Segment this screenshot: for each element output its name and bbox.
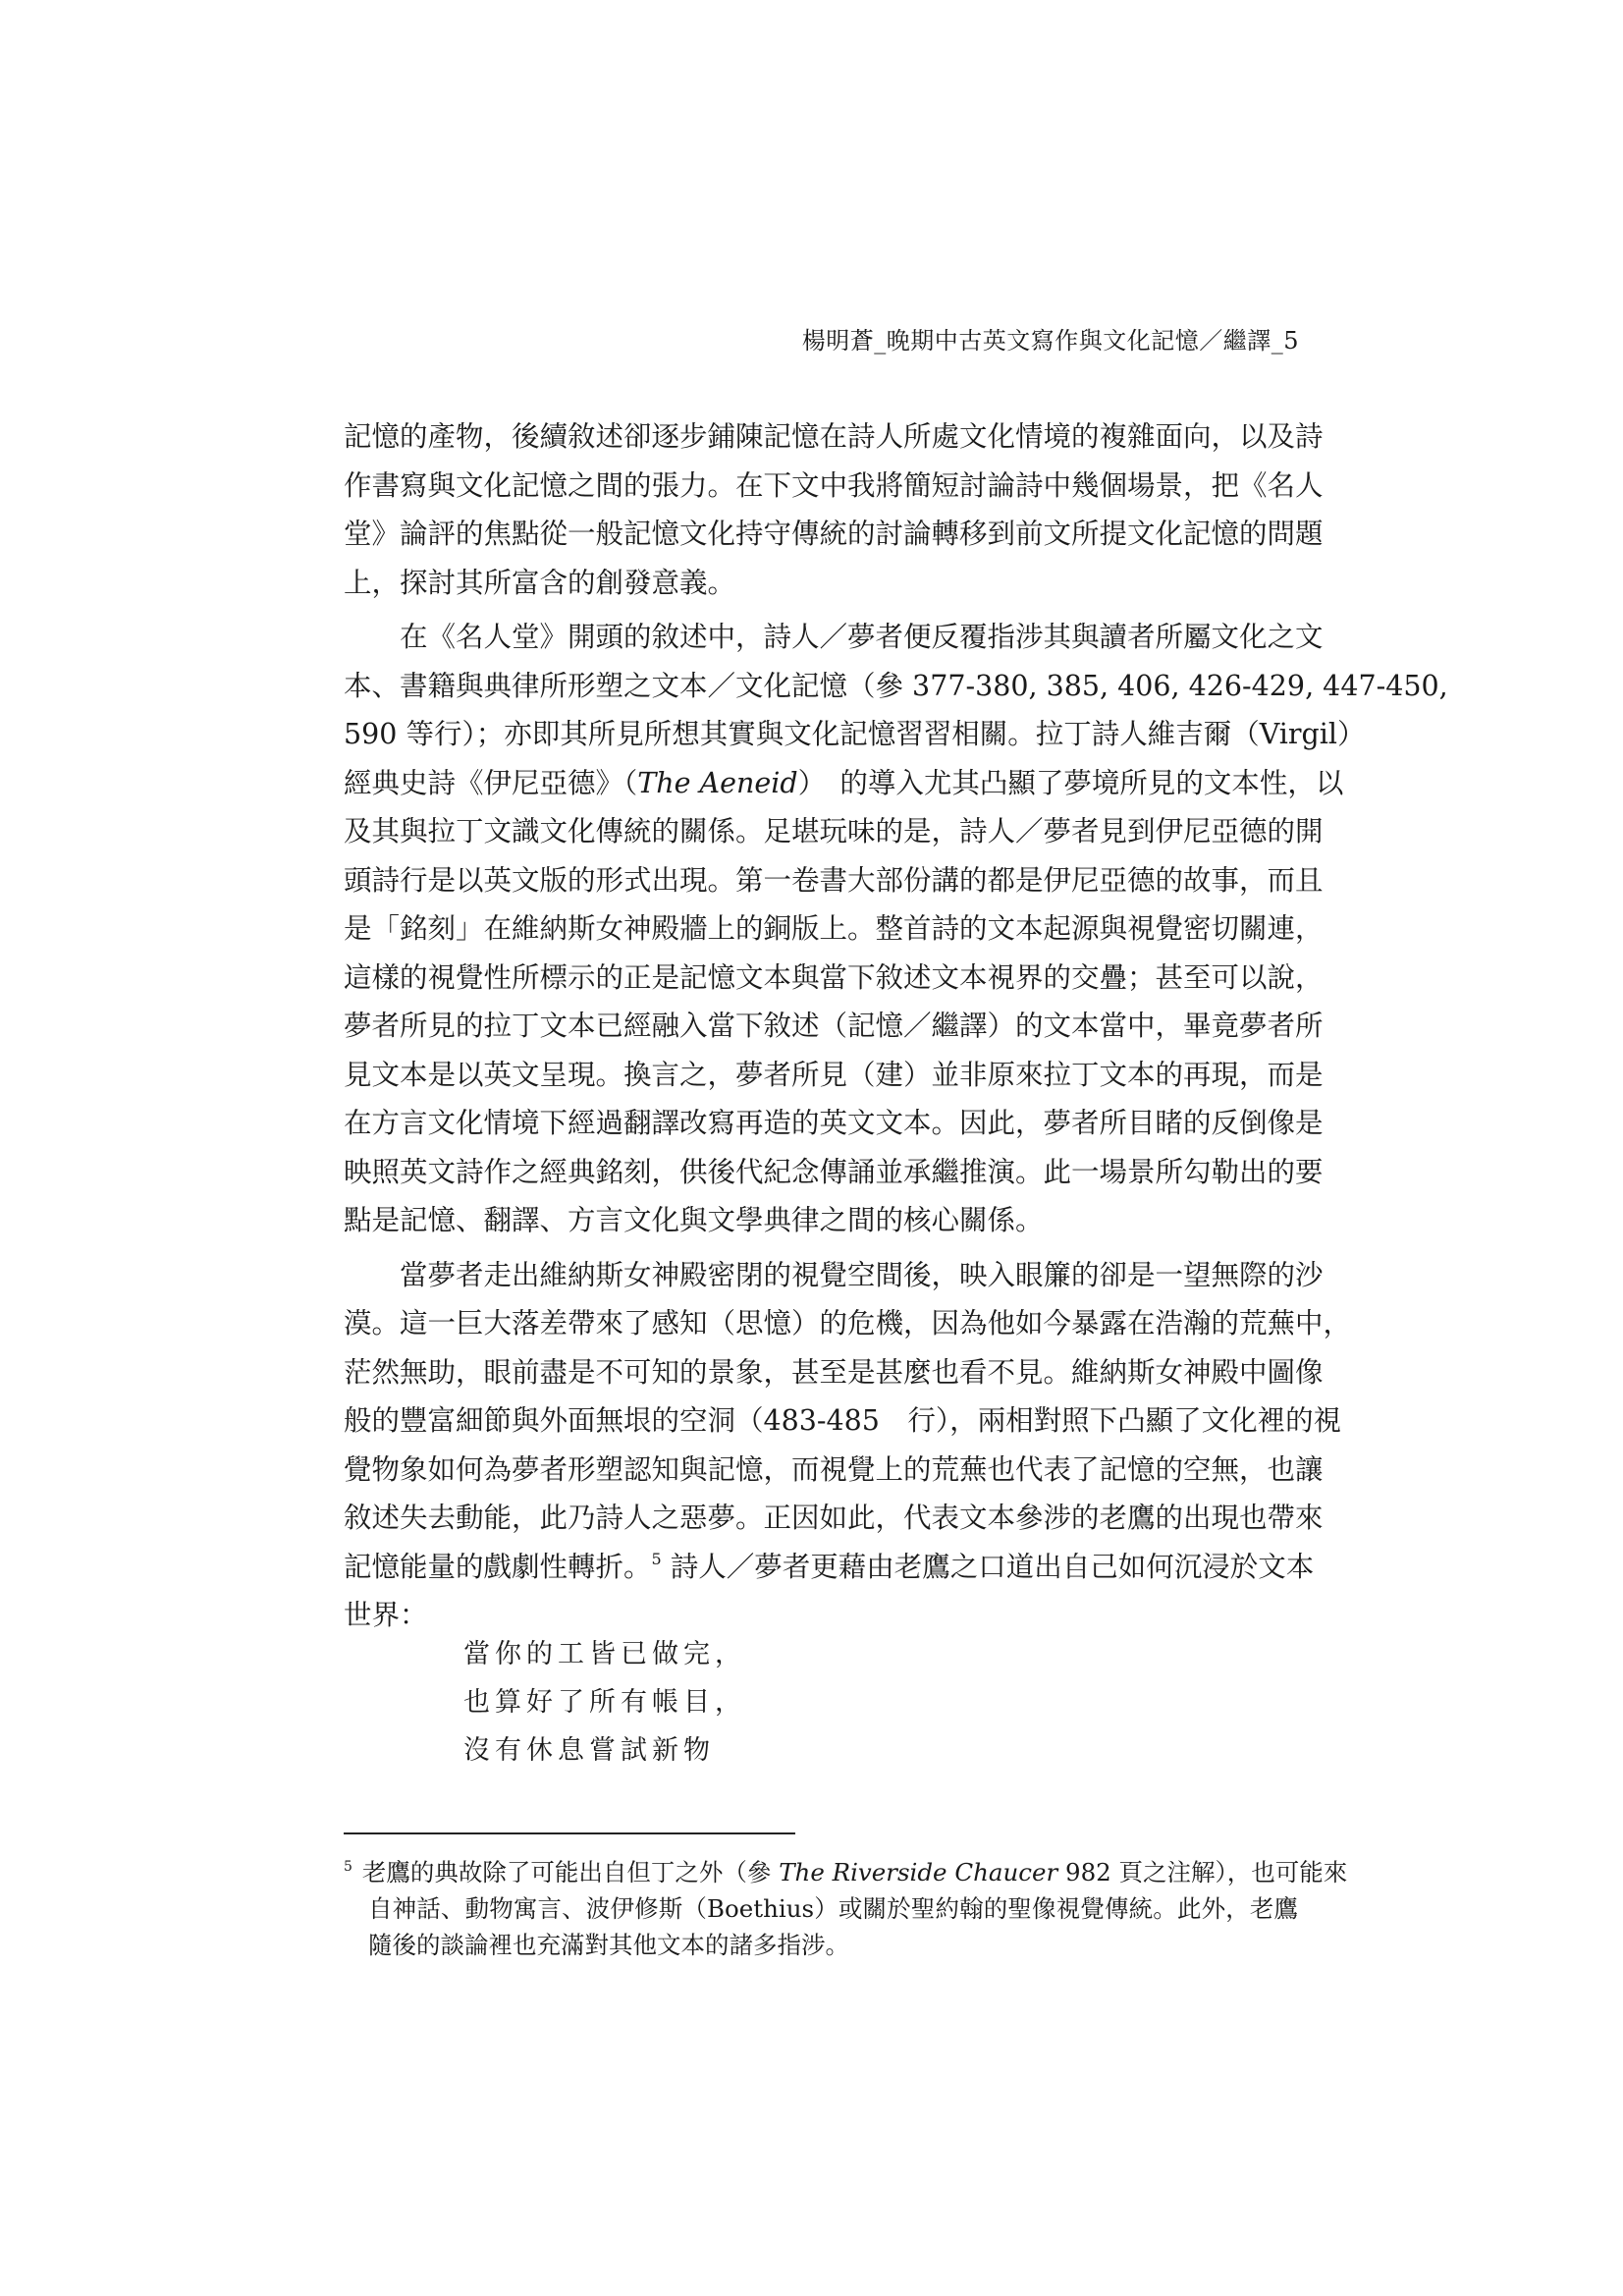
body-line: 是「銘刻」在維納斯女神殿牆上的銅版上。整首詩的文本起源與視覺密切關連， — [344, 912, 1324, 945]
text-span: 982 頁之注解），也可能來 — [1057, 1858, 1348, 1886]
body-line: 堂》論評的焦點從一般記憶文化持守傳統的討論轉移到前文所提文化記憶的問題 — [344, 518, 1324, 550]
footnote-line: 自神話、動物寓言、波伊修斯（Boethius）或關於聖約翰的聖像視覺傳統。此外，老鷹 — [368, 1894, 1298, 1923]
text-span: 詩人／夢者更藉由老鷹之口道出自己如何沉浸於文本 — [670, 1550, 1315, 1583]
body-line: 上，探討其所富含的創發意義。 — [344, 566, 736, 599]
body-line: 記憶的產物，後續敘述卻逐步鋪陳記憶在詩人所處文化情境的複雜面向，以及詩 — [344, 420, 1324, 453]
footnote-divider — [344, 1832, 795, 1834]
footnote-number: 5 — [344, 1859, 352, 1875]
body-line: 作書寫與文化記憶之間的張力。在下文中我將簡短討論詩中幾個場景，把《名人 — [344, 468, 1324, 502]
body-line: 茫然無助，眼前盡是不可知的景象，甚至是甚麼也看不見。維納斯女神殿中圖像 — [344, 1355, 1324, 1389]
body-line: 點是記憶、翻譯、方言文化與文學典律之間的核心關係。 — [344, 1204, 1044, 1236]
running-header: 楊明蒼_晚期中古英文寫作與文化記憶／繼譯_5 — [801, 327, 1299, 355]
body-line: 在方言文化情境下經過翻譯改寫再造的英文文本。因此，夢者所目睹的反倒像是 — [344, 1107, 1324, 1139]
body-line: 夢者所見的拉丁文本已經融入當下敘述（記憶／繼譯）的文本當中，畢竟夢者所 — [344, 1010, 1324, 1042]
body-line: 敘述失去動能，此乃詩人之惡夢。正因如此，代表文本參涉的老鷹的出現也帶來 — [344, 1502, 1324, 1534]
body-line: 在《名人堂》開頭的敘述中，詩人／夢者便反覆指涉其與讀者所屬文化之文 — [400, 621, 1324, 653]
body-line-with-footnote-ref — [344, 1543, 1315, 1592]
text-span: 記憶能量的戲劇性轉折。 — [344, 1550, 652, 1583]
body-line: 般的豐富細節與外面無垠的空洞（483-485 行），兩相對照下凸顯了文化裡的視 — [344, 1404, 1342, 1437]
body-text — [344, 412, 1448, 1640]
block-quote-poem — [463, 1630, 746, 1775]
poem-line: 沒有休息嘗試新物 — [463, 1735, 715, 1766]
body-line: 世界： — [344, 1599, 428, 1631]
text-span: 老鷹的典故除了可能出自但丁之外（參 — [361, 1858, 780, 1886]
footnote — [344, 1854, 1348, 1963]
body-line: 這樣的視覺性所標示的正是記憶文本與當下敘述文本視界的交疊；甚至可以說， — [344, 960, 1324, 994]
footnote-line — [344, 1854, 1348, 1890]
body-line: 及其與拉丁文識文化傳統的關係。足堪玩味的是，詩人／夢者見到伊尼亞德的開 — [344, 815, 1324, 847]
work-title-italic: The Riverside Chaucer — [779, 1858, 1058, 1886]
poem-line: 也算好了所有帳目， — [463, 1687, 746, 1718]
body-line: 見文本是以英文呈現。換言之，夢者所見（建）並非原來拉丁文本的再現，而是 — [344, 1058, 1324, 1091]
poem-line: 當你的工皆已做完， — [463, 1639, 746, 1669]
footnote-line: 隨後的談論裡也充滿對其他文本的諸多指涉。 — [368, 1931, 849, 1959]
work-title-italic: The Aeneid — [637, 766, 798, 799]
body-line: 當夢者走出維納斯女神殿密閉的視覺空間後，映入眼簾的卻是一望無際的沙 — [400, 1258, 1324, 1291]
body-line: 頭詩行是以英文版的形式出現。第一卷書大部份講的都是伊尼亞德的故事，而且 — [344, 863, 1324, 897]
body-line: 覺物象如何為夢者形塑認知與記憶，而視覺上的荒蕪也代表了記憶的空無，也讓 — [344, 1452, 1324, 1486]
body-line: 漠。這一巨大落差帶來了感知（思憶）的危機，因為他如今暴露在浩瀚的荒蕪中， — [344, 1307, 1352, 1339]
body-line: 590 等行）；亦即其所見所想其實與文化記憶習習相關。拉丁詩人維吉爾（Virgil） — [344, 718, 1366, 750]
body-line-with-title — [344, 759, 1344, 808]
body-line: 本、書籍與典律所形塑之文本／文化記憶（參 377-380, 385, 406, 426-429, 447-450, — [344, 669, 1448, 702]
text-span: ） 的導入尤其凸顯了夢境所見的文本性，以 — [797, 766, 1344, 799]
text-span: 經典史詩《伊尼亞德》（ — [344, 766, 638, 799]
footnote-reference[interactable]: 5 — [651, 1549, 662, 1568]
body-line: 映照英文詩作之經典銘刻，供後代紀念傳誦並承繼推演。此一場景所勾勒出的要 — [344, 1155, 1324, 1188]
